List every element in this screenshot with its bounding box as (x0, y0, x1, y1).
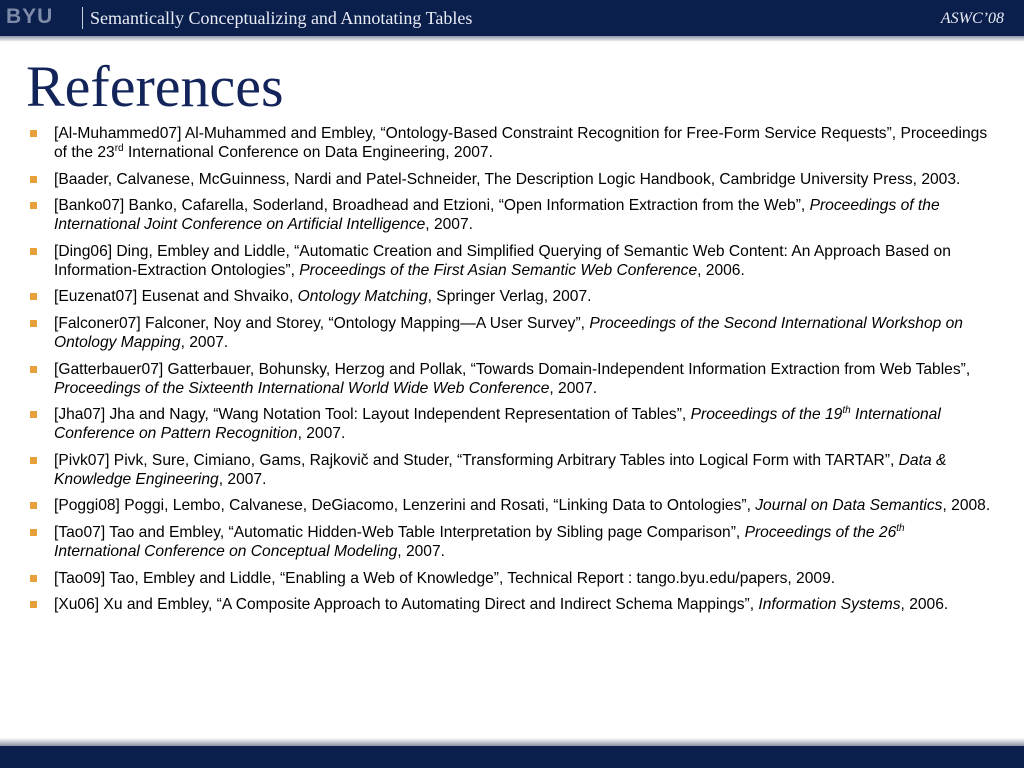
reference-item: [Baader, Calvanese, McGuinness, Nardi and Patel-Schneider, The Description Logic Handbook, Cambridge University Press, 2003. (28, 170, 993, 189)
header-shadow (0, 36, 1024, 42)
reference-item: [Pivk07] Pivk, Sure, Cimiano, Gams, Rajkovič and Studer, “Transforming Arbitrary Tables into Logical Form with TARTAR”, Data & Knowledge Engineering, 2007. (28, 451, 993, 489)
reference-item: [Tao07] Tao and Embley, “Automatic Hidden-Web Table Interpretation by Sibling page Comparison”, Proceedings of the 26th International Conference on Conceptual Modeling, 2007. (28, 523, 993, 561)
reference-item: [Jha07] Jha and Nagy, “Wang Notation Tool: Layout Independent Representation of Tables”, Proceedings of the 19th International Conference on Pattern Recognition, 2007. (28, 405, 993, 443)
bullet-icon (30, 457, 37, 464)
bullet-icon (30, 176, 37, 183)
reference-list (28, 124, 993, 622)
byu-logo: BYU (6, 5, 54, 28)
page-title: References (26, 54, 284, 119)
footer-shadow (0, 738, 1024, 746)
reference-item: [Ding06] Ding, Embley and Liddle, “Automatic Creation and Simplified Querying of Semantic Web Content: An Approach Based on Information-Extraction Ontologies”, Proceedings of the First Asian Semantic Web Conference, 2006. (28, 242, 993, 280)
bullet-icon (30, 366, 37, 373)
header-bar (0, 0, 1024, 36)
reference-item: [Al-Muhammed07] Al-Muhammed and Embley, “Ontology-Based Constraint Recognition for Free-Form Service Requests”, Proceedings of the 23rd International Conference on Data Engineering, 2007. (28, 124, 993, 162)
bullet-icon (30, 320, 37, 327)
bullet-icon (30, 130, 37, 137)
bullet-icon (30, 502, 37, 509)
footer-bar (0, 746, 1024, 768)
reference-item: [Poggi08] Poggi, Lembo, Calvanese, DeGiacomo, Lenzerini and Rosati, “Linking Data to Ontologies”, Journal on Data Semantics, 2008. (28, 496, 993, 515)
header-divider (82, 7, 83, 29)
reference-item: [Banko07] Banko, Cafarella, Soderland, Broadhead and Etzioni, “Open Information Extraction from the Web”, Proceedings of the International Joint Conference on Artificial Intelligence, 2007. (28, 196, 993, 234)
presentation-title: Semantically Conceptualizing and Annotating Tables (90, 8, 473, 28)
bullet-icon (30, 601, 37, 608)
reference-item: [Gatterbauer07] Gatterbauer, Bohunsky, Herzog and Pollak, “Towards Domain-Independent Information Extraction from Web Tables”, Proceedings of the Sixteenth International World Wide Web Conference, 2007. (28, 360, 993, 398)
bullet-icon (30, 202, 37, 209)
reference-item: [Euzenat07] Eusenat and Shvaiko, Ontology Matching, Springer Verlag, 2007. (28, 287, 993, 306)
reference-item: [Tao09] Tao, Embley and Liddle, “Enabling a Web of Knowledge”, Technical Report : tango.byu.edu/papers, 2009. (28, 569, 993, 588)
bullet-icon (30, 248, 37, 255)
bullet-icon (30, 575, 37, 582)
conference-name: ASWC’08 (940, 10, 1004, 27)
bullet-icon (30, 411, 37, 418)
reference-item: [Xu06] Xu and Embley, “A Composite Approach to Automating Direct and Indirect Schema Mappings”, Information Systems, 2006. (28, 595, 993, 614)
bullet-icon (30, 529, 37, 536)
reference-item: [Falconer07] Falconer, Noy and Storey, “Ontology Mapping—A User Survey”, Proceedings of the Second International Workshop on Ontology Mapping, 2007. (28, 314, 993, 352)
bullet-icon (30, 293, 37, 300)
